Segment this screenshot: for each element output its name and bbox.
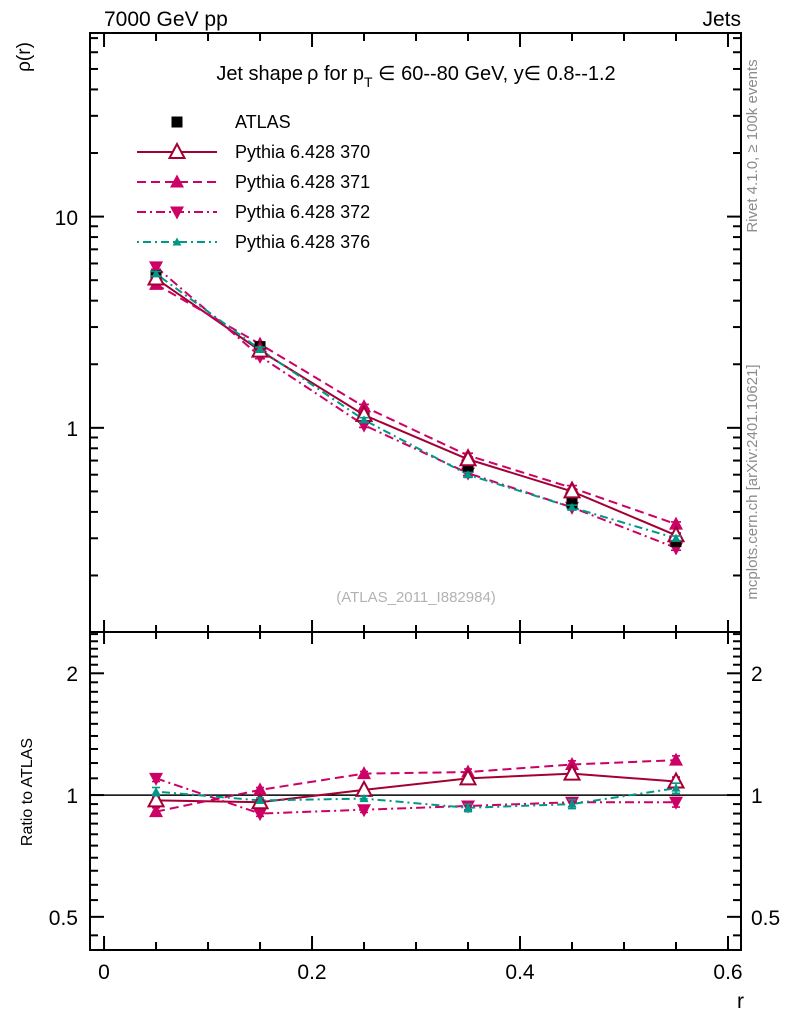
rivet-version-note: Rivet 4.1.0, ≥ 100k events (744, 59, 761, 233)
header-analysis-group: Jets (702, 8, 741, 31)
legend-label-4: Pythia 6.428 376 (235, 232, 371, 252)
analysis-id-watermark: (ATLAS_2011_I882984) (336, 589, 496, 606)
axis-ticks (90, 33, 741, 950)
ratio-y-axis-title: Ratio to ATLAS (19, 737, 36, 847)
data-point-ratio-2 (669, 753, 683, 766)
legend (137, 112, 370, 252)
legend-label-1: Pythia 6.428 370 (235, 142, 371, 162)
ratio-y-tick-1-left: 1 (66, 785, 78, 808)
data-point-ratio-3 (357, 804, 371, 817)
ratio-panel-frame (90, 632, 741, 950)
header-beam-energy: 7000 GeV pp (104, 8, 228, 31)
x-tick-02: 0.2 (297, 961, 327, 984)
main-y-tick-10: 10 (54, 207, 78, 230)
series-line-main-2 (156, 284, 676, 524)
x-tick-04: 0.4 (505, 961, 535, 984)
data-point-ratio-3 (253, 808, 267, 821)
plot-title: Jet shape ρ for $p_T$ ∈ 60--80 GeV, y∈ 0.8--1.2 (216, 63, 616, 90)
ratio-y-tick-1-right: 1 (751, 785, 763, 808)
panel-frames (90, 33, 741, 950)
ratio-y-tick-05-right: 0.5 (751, 907, 781, 930)
main-panel-frame (90, 33, 741, 632)
legend-label-2: Pythia 6.428 371 (235, 172, 371, 192)
legend-marker-0 (172, 117, 183, 128)
main-y-tick-1: 1 (66, 418, 78, 441)
legend-label-3: Pythia 6.428 372 (235, 202, 371, 222)
ratio-y-tick-05-left: 0.5 (48, 907, 78, 930)
mcplots-arxiv-note: mcplots.cern.ch [arXiv:2401.10621] (744, 364, 761, 600)
x-tick-0: 0 (98, 961, 110, 984)
legend-label-0: ATLAS (235, 112, 291, 132)
x-tick-06: 0.6 (713, 961, 743, 984)
data-series (149, 261, 684, 821)
ratio-y-tick-2-right: 2 (751, 663, 763, 686)
main-y-axis-title: ρ(r) (14, 42, 35, 72)
ratio-y-tick-2-left: 2 (66, 663, 78, 686)
series-line-main-3 (156, 267, 676, 548)
series-line-main-4 (156, 274, 676, 538)
x-axis-title: r (737, 990, 744, 1013)
